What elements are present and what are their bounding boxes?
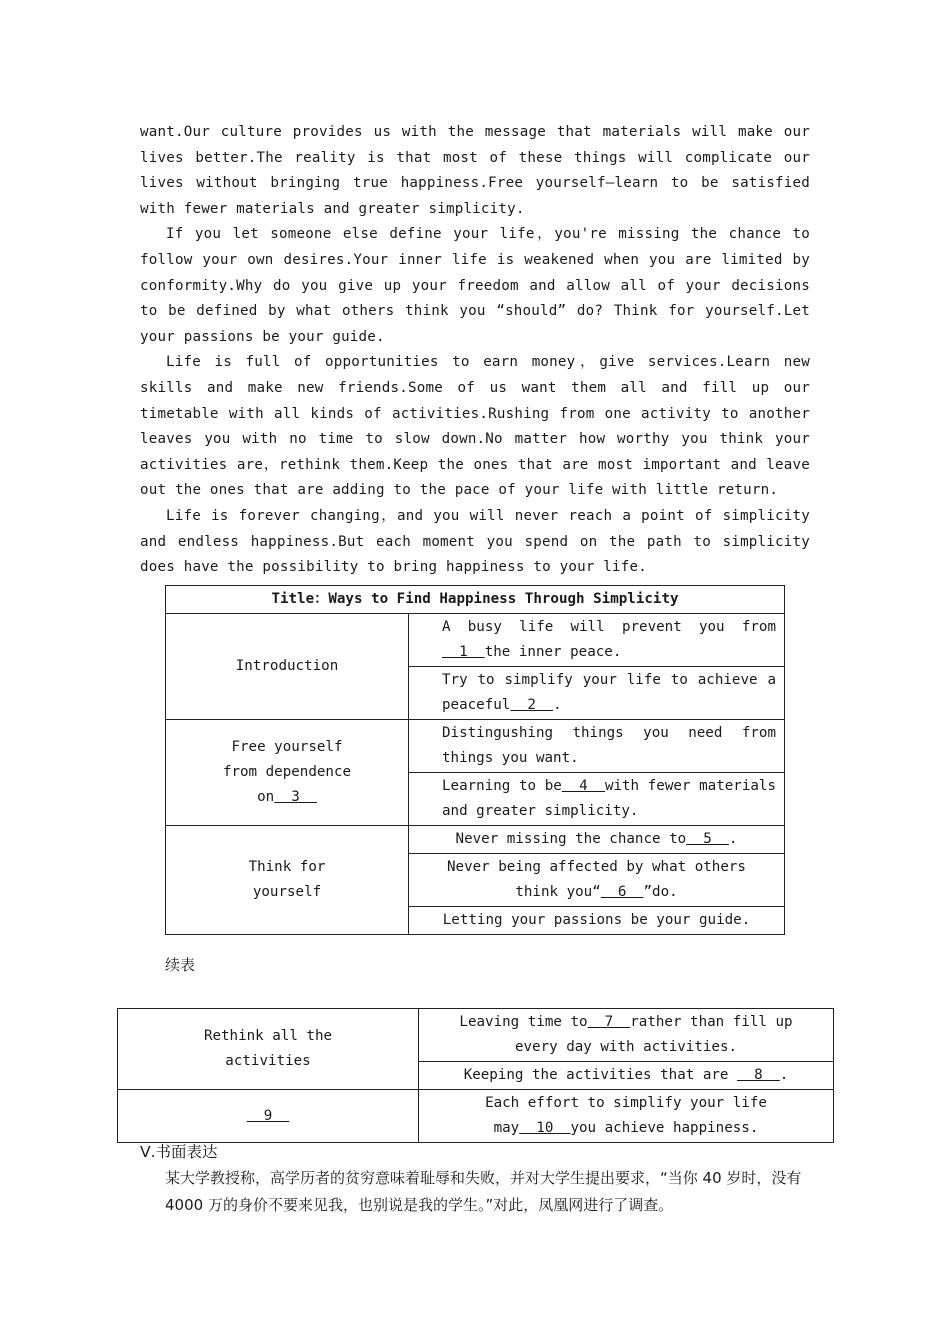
blank-5[interactable]: 5 <box>686 831 729 847</box>
paragraph: If you let someone else define your life，you're missing the chance to follow your own desires.Your inner life is weakened when you are limited by conformity.Why do you give up your freedom and allow all of your decisions to be defined by what others think you “should” do? Think for yourself.Let your passions be your guide. <box>140 226 810 345</box>
table-cell: Try to simplify your life to achieve a peaceful 2 . <box>409 667 785 720</box>
blank-9[interactable]: 9 <box>246 1107 290 1124</box>
summary-table-continued <box>117 1008 834 1143</box>
row-label-think-for-yourself: Think for yourself <box>166 826 409 935</box>
blank-7[interactable]: 7 <box>587 1014 631 1030</box>
row-label-free-yourself: Free yourself from dependence on 3 <box>166 720 409 826</box>
blank-6[interactable]: 6 <box>600 884 644 900</box>
table-cell: Keeping the activities that are 8 . <box>419 1062 834 1090</box>
table-cell: Each effort to simplify your life may 10 you achieve happiness. <box>419 1090 834 1143</box>
reading-passage <box>140 120 810 581</box>
paragraph: Life is full of opportunities to earn money，give services.Learn new skills and make new friends.Some of us want them all and fill up our timetable with all kinds of activities.Rushing from one activity to another leaves you with no time to slow down.No matter how worthy you think your activities are，rethink them.Keep the ones that are most important and leave out the ones that are adding to the pace of your life with little return. <box>140 354 810 499</box>
table-cell: Never missing the chance to 5 . <box>409 826 785 854</box>
table-title: Title：Ways to Find Happiness Through Simplicity <box>166 586 785 614</box>
table-cell: Distingushing things you need from things you want. <box>409 720 785 773</box>
row-label-conclusion <box>118 1090 419 1143</box>
paragraph: Life is forever changing，and you will never reach a point of simplicity and endless happiness.But each moment you spend on the path to simplicity does have the possibility to bring happiness to your life. <box>140 507 810 576</box>
continued-table-label: 续表 <box>165 956 196 974</box>
paragraph: want.Our culture provides us with the message that materials will make our lives better.The reality is that most of these things will complicate our lives without bringing true happiness.Free yourself—learn to be satisfied with fewer materials and greater simplicity. <box>140 124 810 217</box>
table-cell: Learning to be 4 with fewer materials and greater simplicity. <box>409 773 785 826</box>
blank-1[interactable]: 1 <box>442 644 485 660</box>
row-label-rethink: Rethink all the activities <box>118 1009 419 1090</box>
blank-10[interactable]: 10 <box>519 1120 571 1136</box>
blank-8[interactable]: 8 <box>737 1067 780 1083</box>
blank-2[interactable]: 2 <box>510 697 554 713</box>
row-label-introduction: Introduction <box>166 614 409 720</box>
table-cell: Never being affected by what others think you“ 6 ”do. <box>409 854 785 907</box>
summary-table <box>165 585 785 935</box>
blank-3[interactable]: 3 <box>274 789 317 805</box>
section-title: Ⅴ.书面表达 <box>140 1143 218 1161</box>
table-cell: A busy life will prevent you from 1 the inner peace. <box>409 614 785 667</box>
table-cell: Letting your passions be your guide. <box>409 907 785 935</box>
blank-4[interactable]: 4 <box>561 778 605 794</box>
writing-prompt: 某大学教授称，高学历者的贫穷意味着耻辱和失败，并对大学生提出要求，“当你 40 岁时，没有 4000 万的身价不要来见我，也别说是我的学生。”对此，凤凰网进行了调查。 <box>165 1169 802 1214</box>
table-cell: Leaving time to 7 rather than fill up every day with activities. <box>419 1009 834 1062</box>
